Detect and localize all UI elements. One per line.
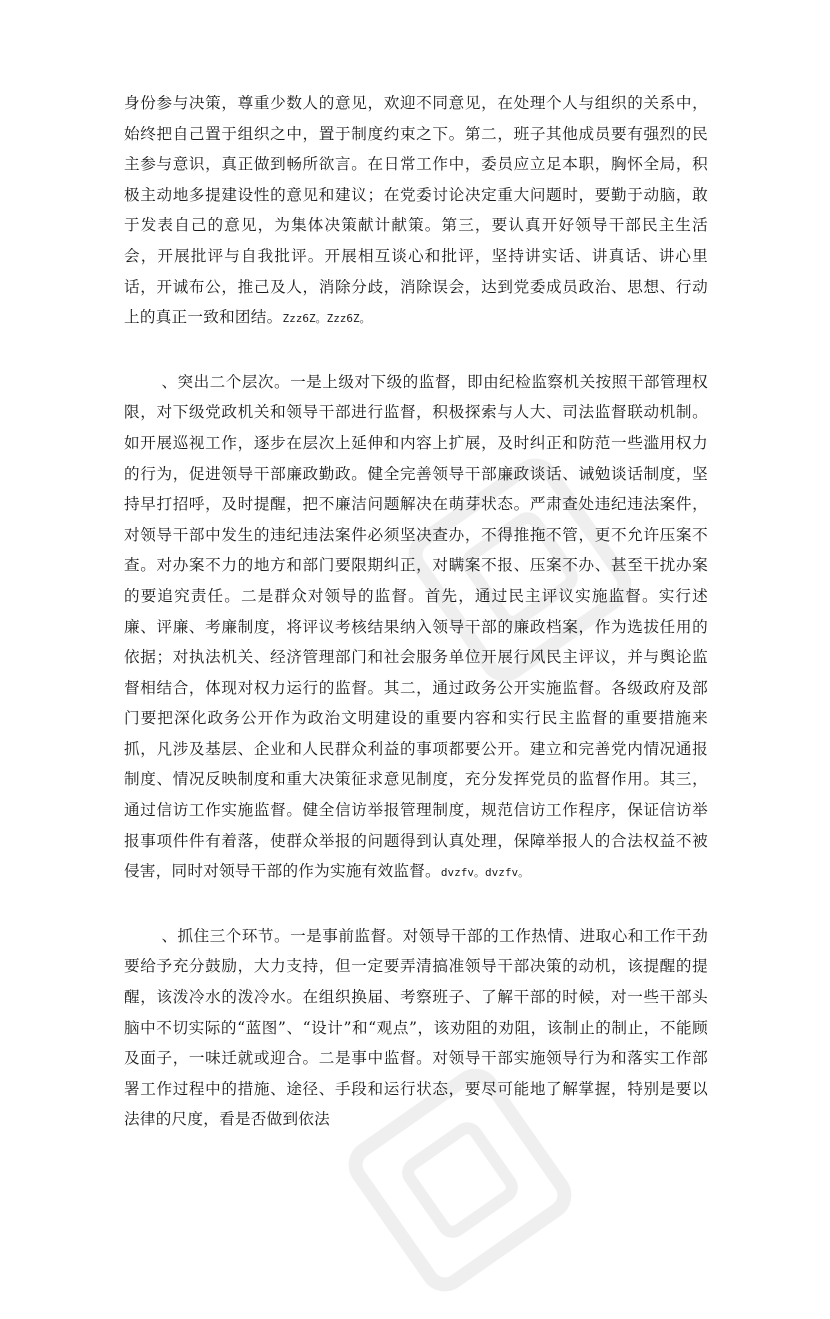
paragraph-two-levels <box>124 367 708 889</box>
paragraph-democratic-participation <box>124 88 708 335</box>
paragraph-text: 、突出二个层次。一是上级对下级的监督，即由纪检监察机关按照干部管理权限，对下级党政机关和领导干部进行监督，积极探索与人大、司法监督联动机制。如开展巡视工作，逐步在层次上延伸和内容上扩展，及时纠正和防范一些滥用权力的行为，促进领导干部廉政勤政。健全完善领导干部廉政谈话、诫勉谈话制度，坚持早打招呼，及时提醒，把不廉洁问题解决在萌芽状态。严肃查处违纪违法案件，对领导干部中发生的违纪违法案件必须坚决查办，不得推拖不管，更不允许压案不查。对办案不力的地方和部门要限期纠正，对瞒案不报、压案不办、甚至干扰办案的要追究责任。二是群众对领导的监督。首先，通过民主评议实施监督。实行述廉、评廉、考廉制度，将评议考核结果纳入领导干部的廉政档案，作为选拔任用的依据；对执法机关、经济管理部门和社会服务单位开展行风民主评议，并与舆论监督相结合，体现对权力运行的监督。其二，通过政务公开实施监督。各级政府及部门要把深化政务公开作为政治文明建设的重要内容和实行民主监督的重要措施来抓，凡涉及基层、企业和人民群众利益的事项都要公开。建立和完善党内情况通报制度、情况反映制度和重大决策征求意见制度，充分发挥党员的监督作用。其三，通过信访工作实施监督。健全信访举报管理制度，规范信访工作程序，保证信访举报事项件件有着落，使群众举报的问题得到认真处理，保障举报人的合法权益不被侵害，同时对领导干部的作为实施有效监督。 <box>124 372 708 881</box>
paragraph-note: Zzz6Z。Zzz6Z。 <box>282 312 371 326</box>
document-body <box>124 88 708 1167</box>
paragraph-text: 、抓住三个环节。一是事前监督。对领导干部的工作热情、进取心和工作干劲要给予充分鼓励，大力支持，但一定要弄清搞准领导干部决策的动机，该提醒的提醒，该泼冷水的泼冷水。在组织换届、考察班子、了解干部的时候，对一些干部头脑中不切实际的“蓝图”、“设计”和“观点”，该劝阻的劝阻，该制止的制止，不能顾及面子，一味迁就或迎合。二是事中监督。对领导干部实施领导行为和落实工作部署工作过程中的措施、途径、手段和运行状态，要尽可能地了解掌握，特别是要以法律的尺度，看是否做到依法 <box>124 926 708 1129</box>
paragraph-three-links <box>124 921 708 1135</box>
paragraph-text: 身份参与决策，尊重少数人的意见，欢迎不同意见，在处理个人与组织的关系中，始终把自己置于组织之中，置于制度约束之下。第二，班子其他成员要有强烈的民主参与意识，真正做到畅所欲言。在日常工作中，委员应立足本职，胸怀全局，积极主动地多提建设性的意见和建议；在党委讨论决定重大问题时，要勤于动脑，敢于发表自己的意见，为集体决策献计献策。第三，要认真开好领导干部民主生活会，开展批评与自我批评。开展相互谈心和批评，坚持讲实话、讲真话、讲心里话，开诚布公，推己及人，消除分歧，消除误会，达到党委成员政治、思想、行动上的真正一致和团结。 <box>124 94 708 327</box>
paragraph-note: dvzfv。dvzfv。 <box>440 866 530 880</box>
